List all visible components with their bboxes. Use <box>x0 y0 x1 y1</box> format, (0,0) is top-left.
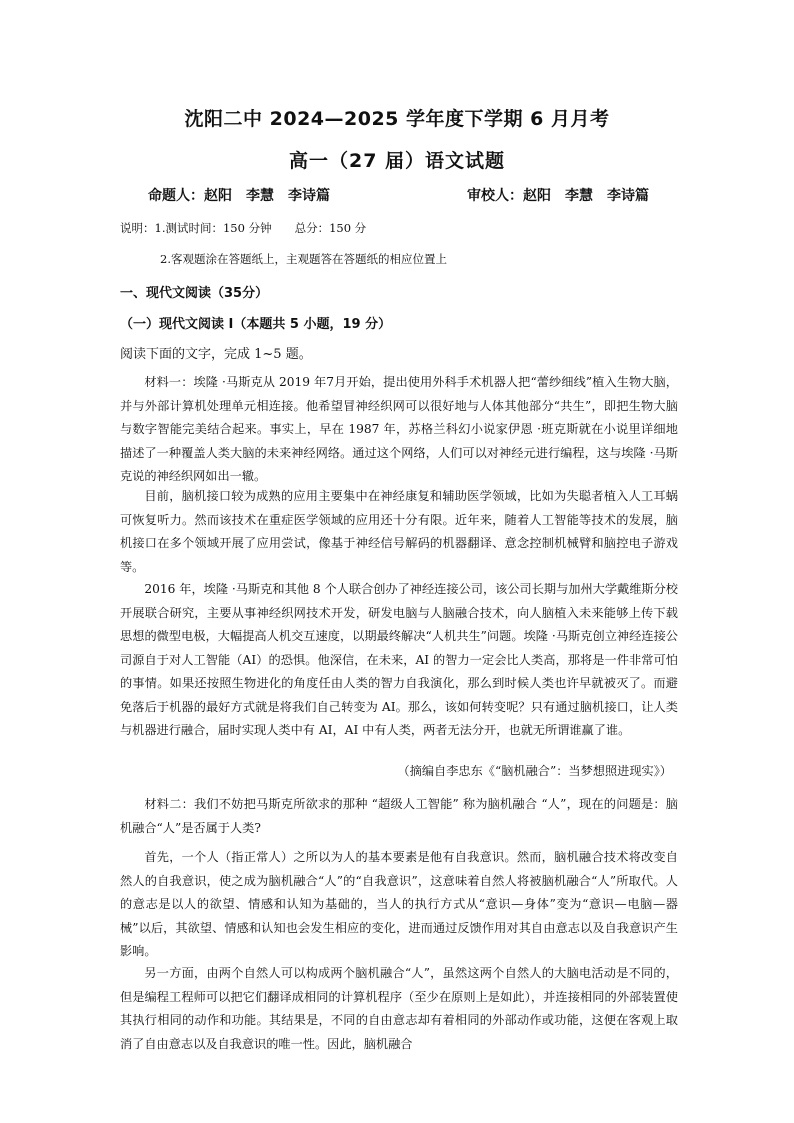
subsection-heading: （一）现代文阅读 I（本题共 5 小题，19 分） <box>120 317 392 332</box>
instructions-line-2: 2.客观题涂在答题纸上，主观题答在答题纸的相应位置上 <box>160 252 447 266</box>
reviewers-line: 审校人：赵阳 李慧 李诗篇 <box>467 188 649 204</box>
material-one-paragraph-3: 2016 年，埃隆 ·马斯克和其他 8 个人联合创办了神经连接公司，该公司长期与加州大学戴维斯分校开展联合研究，主要从事神经织网技术开发，研发电脑与人脑融合技术，向人脑植入未来能够上传下载思想的微型电极，大幅提高人机交互速度，以期最终解决“人机共生”问题。埃隆 ·马斯克创立神经连接公司源自于对人工智能（AI）的恐惧。他深信，在未来，AI 的智力一定会比人类高，那将是一件非常可怕的事情。如果还按照生物进化的角度任由人类的智力自我演化，那么到时候人类也许早就被灭了。而避免落后于机器的最好方式就是将我们自己转变为 AI。那么，该如何转变呢？只有通过脑机接口，让人类与机器进行融合，届时实现人类中有 AI，AI 中有人类，两者无法分开，也就无所谓谁赢了谁。 <box>120 582 678 737</box>
material-two-paragraph-3: 另一方面，由两个自然人可以构成两个脑机融合“人”，虽然这两个自然人的大脑电活动是不同的，但是编程工程师可以把它们翻译成相同的计算机程序（至少在原则上是如此），并连接相同的外部装置使其执行相同的动作和功能。其结果是，不同的自由意志却有着相同的外部动作或功能，这便在客观上取消了自由意志以及自我意识的唯一性。因此，脑机融合 <box>120 966 678 1051</box>
material-one-paragraph-1: 材料一：埃隆 ·马斯克从 2019 年7月开始，提出使用外科手术机器人把“蕾纱细线”植入生物大脑，并与外部计算机处理单元相连接。他希望冒神经织网可以很好地与人体其他部分“共生”，即把生物大脑与数字智能完美结合起来。事实上，早在 1987 年，苏格兰科幻小说家伊恩 ·班克斯就在小说里详细地描述了一种覆盖人类大脑的未来神经网络。通过这个网络，人们可以对神经元进行编程，这与埃隆 ·马斯克说的神经织网如出一辙。 <box>120 375 678 483</box>
reading-instruction: 阅读下面的文字，完成 1~5 题。 <box>120 347 312 362</box>
material-two-paragraph-1: 材料二：我们不妨把马斯克所欲求的那种 “超级人工智能” 称为脑机融合 “人”，现在的问题是：脑机融合“人”是否属于人类? <box>120 797 678 835</box>
exam-title: 沈阳二中 2024—2025 学年度下学期 6 月月考 <box>184 108 610 130</box>
section-heading: 一、现代文阅读（35分） <box>120 286 269 301</box>
material-one-source: （摘编自李忠东《“脑机融合”：当梦想照进现实》） <box>397 764 672 778</box>
instructions-line-1: 说明：1.测试时间：150 分钟 总分：150 分 <box>120 221 367 235</box>
material-two-paragraph-2: 首先，一个人（指正常人）之所以为人的基本要素是他有自我意识。然而，脑机融合技术将改变自然人的自我意识，使之成为脑机融合“人”的“自我意识”，这意味着自然人将被脑机融合“人”所取代。人的意志是以人的欲望、情感和认知为基础的，当人的执行方式从“意识—身体”变为“意识—电脑—器械”以后，其欲望、情感和认知也会发生相应的变化，进而通过反馈作用对其自由意志以及自我意识产生影响。 <box>120 850 678 958</box>
material-one-paragraph-2: 目前，脑机接口较为成熟的应用主要集中在神经康复和辅助医学领域，比如为失聪者植入人工耳蜗可恢复听力。然而该技术在重症医学领域的应用还十分有限。近年来，随着人工智能等技术的发展，脑机接口在多个领域开展了应用尝试，像基于神经信号解码的机器翻译、意念控制机械臂和脑控电子游戏等。 <box>120 489 678 574</box>
exam-subtitle: 高一（27 届）语文试题 <box>288 150 506 172</box>
setters-line: 命题人：赵阳 李慧 李诗篇 <box>148 188 330 204</box>
